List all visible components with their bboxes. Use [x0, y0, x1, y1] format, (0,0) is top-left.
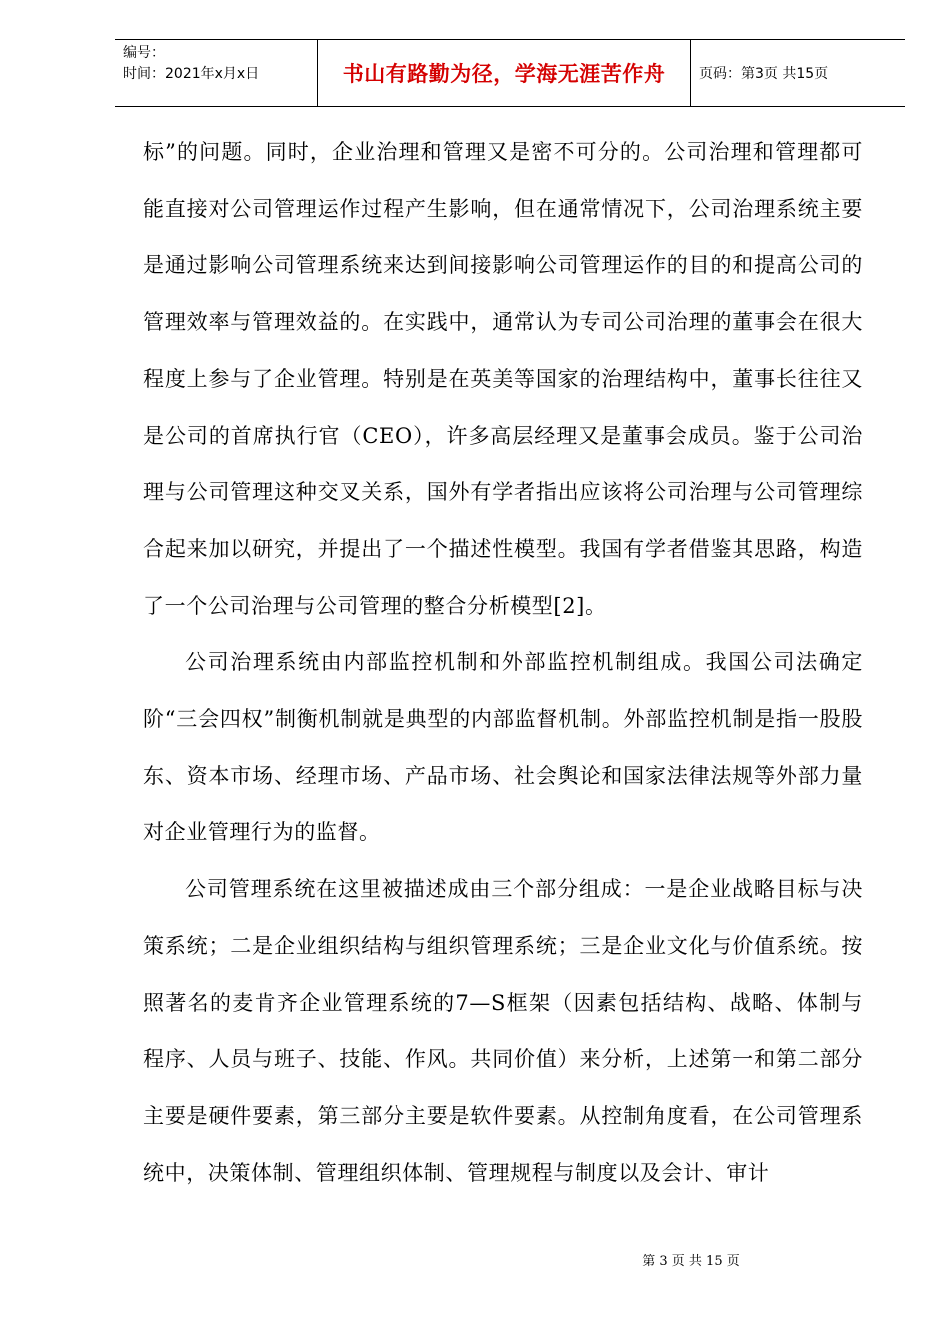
page-footer — [0, 1250, 950, 1269]
header-slogan: 书山有路勤为径，学海无涯苦作舟 — [317, 40, 691, 106]
document-time-label: 时间：2021年x月x日 — [123, 66, 260, 82]
header-meta — [115, 40, 317, 106]
paragraph: 公司治理系统由内部监控机制和外部监控机制组成。我国公司法确定阶“三会四权”制衡机制就是典型的内部监督机制。外部监控机制是指一股股东、资本市场、经理市场、产品市场、社会舆论和国家法律法规等外部力量对企业管理行为的监督。 — [143, 650, 863, 845]
document-body — [143, 124, 863, 1201]
page-header — [115, 39, 905, 107]
document-number-label: 编号： — [123, 45, 165, 61]
paragraph: 公司管理系统在这里被描述成由三个部分组成：一是企业战略目标与决策系统；二是企业组织结构与组织管理系统；三是企业文化与价值系统。按照著名的麦肯齐企业管理系统的7—S框架（因素包括结构、战略、体制与程序、人员与班子、技能、作风。共同价值）来分析，上述第一和第二部分主要是硬件要素，第三部分主要是软件要素。从控制角度看，在公司管理系统中，决策体制、管理组织体制、管理规程与制度以及会计、审计 — [143, 877, 863, 1185]
header-page-info: 页码：第3页 共15页 — [699, 66, 829, 82]
paragraph: 标”的问题。同时，企业治理和管理又是密不可分的。公司治理和管理都可能直接对公司管理运作过程产生影响，但在通常情况下，公司治理系统主要是通过影响公司管理系统来达到间接影响公司管理运作的目的和提高公司的管理效率与管理效益的。在实践中，通常认为专司公司治理的董事会在很大程度上参与了企业管理。特别是在英美等国家的治理结构中，董事长往往又是公司的首席执行官（CEO），许多高层经理又是董事会成员。鉴于公司治理与公司管理这种交叉关系，国外有学者指出应该将公司治理与公司管理综合起来加以研究，并提出了一个描述性模型。我国有学者借鉴其思路，构造了一个公司治理与公司管理的整合分析模型[2]。 — [143, 140, 863, 618]
footer-page-number: 第 3 页 共 15 页 — [642, 1254, 740, 1269]
